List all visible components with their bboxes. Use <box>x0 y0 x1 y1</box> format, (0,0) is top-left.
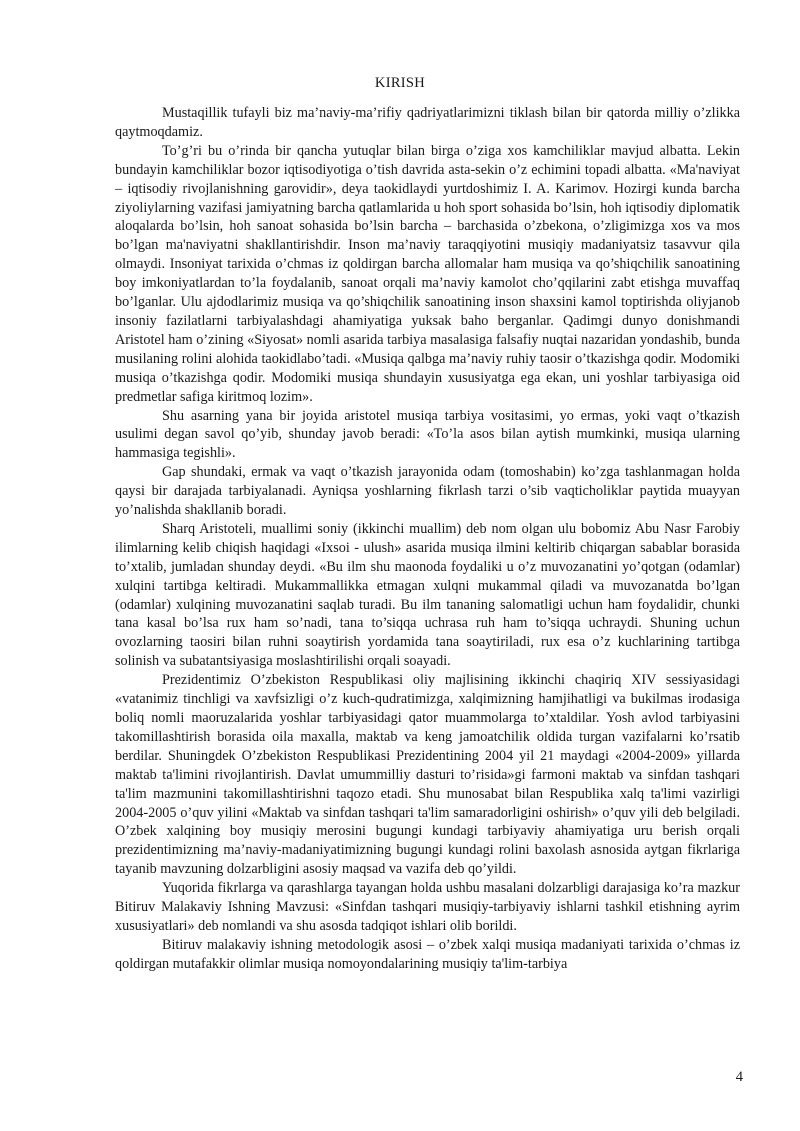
page-title: KIRISH <box>374 75 426 91</box>
paragraph: Gap shundaki, ermak va vaqt o’tkazish jarayonida odam (tomoshabin) ko’zga tashlanmagan holda qaysi bir darajada tarbiyalanadi. Ayniqsa yoshlarning fikrlash tarzi o’sib vaqticholiklar paytida muayyan yo’nalishda shakllanib boradi. <box>115 464 740 519</box>
body-text <box>115 104 740 974</box>
page-number: 4 <box>735 1069 743 1085</box>
paragraph: Shu asarning yana bir joyida aristotel musiqa tarbiya vositasimi, yo ermas, yoki vaqt o’tkazish usulimi degan savol qo’yib, shunday javob beradi: «To’la asos bilan aytish mumkinki, musiqa ularning hammasiga tegishli». <box>115 407 740 462</box>
paragraph: To’g’ri bu o’rinda bir qancha yutuqlar bilan birga o’ziga xos kamchiliklar mavjud albatta. Lekin bundayin kamchiliklar bozor iqtisodiyotiga o’tish davrida asta-sekin o’z echimini topadi albatta. «Ma'naviyat – iqtisodiy rivojlanishning garovidir», deya taokidlaydi yurtdoshimiz I. A. Karimov. Hozirgi kunda barcha ziyoliylarning vazifasi jamiyatning barcha qatlamlarida u hoh sport sohasida bo’lsin, hoh iqtisodiy diplomatik aloqalarda bo’lsin, hoh sanoat sohasida bo’lsin barcha – barchasida o’zbekona, o’zligimizga xos va mos bo’lgan ma'naviyatni shakllantirishdir. Inson ma’naviy taraqqiyotini musiqiy madaniyatsiz tasavvur qila olmaydi. Insoniyat tarixida o’chmas iz qoldirgan barcha allomalar ham musiqa va qo’shiqchilik sanoatining boy imkoniyatlardan to’la foydalanib, sanoat orqali ma’naviy kamolot cho’qqilarini zabt etishga muvaffaq bo’lganlar. Ulu ajdodlarimiz musiqa va qo’shiqchilik sanoatining inson shaxsini kamol toptirishda oliyjanob insoniy fazilatlarni tarbiyalashdagi ahamiyatiga yuksak baho berganlar. Qadimgi dunyo donishmandi Aristotel ham o’zining «Siyosat» nomli asarida tarbiya masalasiga falsafiy nuqtai nazaridan yondashib, bunda musilaning rolini alohida taokidlabo’tadi. «Musiqa qalbga ma’naviy ruhiy taosir o’tkazishga qodir. Modomiki musiqa o’tkazishga qodir. Modomiki musiqa shundayin xususiyatga ega ekan, uni yoshlar tarbiyasiga oid predmetlar safiga kiritmoq lozim». <box>115 142 740 405</box>
paragraph: Bitiruv malakaviy ishning metodologik asosi – o’zbek xalqi musiqa madaniyati tarixida o’chmas iz qoldirgan mutafakkir olimlar musiqa nomoyondalarining musiqiy ta'lim-tarbiya <box>115 936 740 972</box>
paragraph: Sharq Aristoteli, muallimi soniy (ikkinchi muallim) deb nom olgan ulu bobomiz Abu Nasr Farobiy ilimlarning kelib chiqish haqidagi «Ixsoi - ulush» asarida musiqa ilmini keltirib chiqargan sabablar borasida to’xtalib, jumladan shunday deydi. «Bu ilm shu maonoda foydaliki u o’z muvozanatini yo’qotgan (odamlar) xulqini tartibga keltiradi. Mukammallikka etmagan xulqni mukammal qiladi va muvozanatda bo’lgan (odamlar) xulqining muvozanatini saqlab turadi. Bu ilm tananing salomatligi uchun ham foydalidir, chunki tana kasal bo’lsa rux ham so’nadi, tana to’siqqa uchrasa ruh ham to’siqqa uchraydi. Shuning uchun ovozlarning taosiri bilan ruhni soaytirish yordamida tana soaytiriladi, rux esa o’z kuchlarining tartibga solinish va subatantsiyasiga moslashtirilishi orqali soayadi. <box>115 520 740 670</box>
paragraph: Yuqorida fikrlarga va qarashlarga tayangan holda ushbu masalani dolzarbligi darajasiga ko’ra mazkur Bitiruv Malakaviy Ishning Mavzusi: «Sinfdan tashqari musiqiy-tarbiyaviy ishlarni tashkil etishning ayrim xususiyatlari» deb nomlandi va shu asosda tadqiqot ishlari olib borildi. <box>115 880 740 934</box>
paragraph: Prezidentimiz O’zbekiston Respublikasi oliy majlisining ikkinchi chaqiriq XIV sessiyasidagi «vatanimiz tinchligi va xavfsizligi o’z kuch-qudratimizga, xalqimizning hamjihatligi va bukilmas irodasiga boliq nomli maoruzalarida yoshlar tarbiyasidagi qator muammolarga to’xtaldilar. Yosh avlod tarbiyasini takomillashtirish borasida oila maxalla, maktab va keng jamoatchilik oldida turgan vazifalarni ko’rsatib berdilar. Shuningdek O’zbekiston Respublikasi Prezidentining 2004 yil 21 maydagi «2004-2009» yillarda maktab ta'limini rivojlantirish. Davlat umummilliy dasturi to’risida»gi farmoni maktab va sinfdan tashqari ta'lim mazmunini takomillashtirishni taqozo etadi. Shu munosabat bilan Respublika xalq ta'limi vazirligi 2004-2005 o’quv yilini «Maktab va sinfdan tashqari ta'lim samaradorligini oshirish» o’quv yili deb belgiladi. O’zbek xalqining boy musiqiy merosini bugungi kundagi tarbiyaviy ahamiyatiga uru berish orqali prezidentimizning ma’naviy-madaniyatimizning bugungi kundagi rolini baxolash asnosida aytgan fikrlariga tayanib mavzuning dolzarbligini asosiy maqsad va vazifa deb qo’yildi. <box>115 672 740 878</box>
paragraph: Mustaqillik tufayli biz ma’naviy-ma’rifiy qadriyatlarimizni tiklash bilan bir qatorda milliy o’zlikka qaytmoqdamiz. <box>115 105 740 140</box>
